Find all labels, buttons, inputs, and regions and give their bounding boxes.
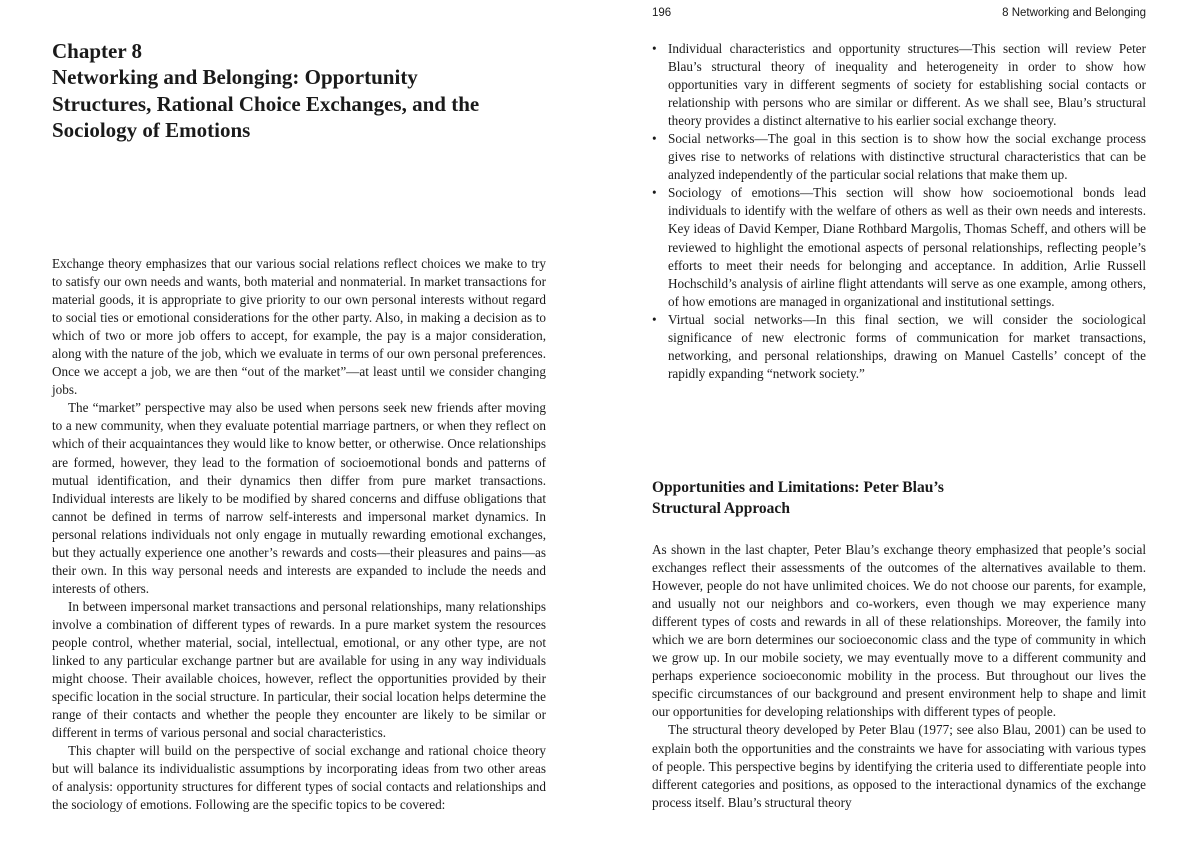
bullet-icon: • (652, 185, 657, 201)
body-paragraph: The “market” perspective may also be used when persons seek new friends after moving to a new community, when they evaluate potential marriage partners, or when they reflect on which of their acquaintances they would like to know better, or otherwise. Once relationships are formed, however, they lead to the formation of socioemotional bonds and patterns of mutual identification, and their dynamics then differ from pure market transactions. Individual interests are likely to be modified by shared concerns and diffuse obligations that cannot be defined in terms of narrow self-interests and impersonal market dynamics. In personal relations individuals not only engage in mutually rewarding emotional exchanges, but they actually experience one another’s rewards and costs—their pleasures and pains—as their own. In this way personal needs and interests are expanded to include the needs and interests of others. (52, 400, 546, 596)
topic-list (652, 40, 1146, 383)
section-heading-line: Opportunities and Limitations: Peter Blau’s (652, 479, 944, 496)
list-item-text: Social networks—The goal in this section is to show how the social exchange process gives rise to networks of relations with distinctive structural characteristics that can be analyzed independently of the particular social relations that make them up. (668, 131, 1146, 183)
section-heading (652, 477, 1146, 519)
bullet-icon: • (652, 311, 657, 327)
body-paragraph: This chapter will build on the perspective of social exchange and rational choice theory but will balance its individualistic assumptions by incorporating ideas from two other areas of analysis: opportunity structures for different types of social contacts and relationships and the sociology of emotions. Following are the specific topics to be covered: (52, 743, 546, 813)
section-heading-line: Structural Approach (652, 500, 790, 517)
running-title: 8 Networking and Belonging (1002, 7, 1146, 19)
body-paragraph: The structural theory developed by Peter Blau (1977; see also Blau, 2001) can be used to explain both the opportunities and the constraints we have for associating with various types of people. This perspective begins by identifying the criteria used to differentiate people into different categories and positions, as opposed to the interactional dynamics of the exchange process itself. Blau’s structural theory (652, 722, 1146, 810)
bullet-icon: • (652, 131, 657, 147)
right-body-text (652, 541, 1146, 812)
list-item (652, 130, 1146, 184)
list-item (652, 311, 1146, 383)
list-item (652, 184, 1146, 310)
chapter-label: Chapter 8 (52, 39, 143, 63)
body-paragraph: As shown in the last chapter, Peter Blau’s exchange theory emphasized that people’s social exchanges reflect their assessments of the outcomes of the alternatives available to them. However, people do not have unlimited choices. We do not choose our parents, for example, and usually not our neighbors and co-workers, even though we may experience many different types of costs and rewards in all of these relationships. Moreover, the family into which we are born determines our socioeconomic class and the type of community in which we grow up. In our mobile society, we may eventually move to a different community and perhaps experience socioeconomic mobility in the process. But throughout our lives the specific circumstances of our background and present environment help to shape and limit our opportunities for developing relationships with different types of people. (652, 542, 1146, 720)
list-item-text: Sociology of emotions—This section will show how socioemotional bonds lead individuals to identify with the welfare of others as well as their own needs and interests. Key ideas of David Kemper, Diane Rothbard Margolis, Thomas Scheff, and others will be reviewed to highlight the emotional aspects of personal relationships, reflecting people’s efforts to meet their needs for belonging and acceptance. In addition, Arlie Russell Hochschild’s analysis of airline flight attendants will serve as one example, among others, of how emotions are managed in organizational and institutional settings. (668, 185, 1146, 309)
chapter-title: Networking and Belonging: Opportunity Structures, Rational Choice Exchanges, and the Sociology of Emotions (52, 65, 480, 142)
list-item (652, 40, 1146, 130)
left-body-text (52, 255, 546, 814)
body-paragraph: In between impersonal market transactions and personal relationships, many relationships involve a combination of different types of rewards. In a pure market system the resources people control, whether material, social, intellectual, emotional, or any other type, are not linked to any particular exchange partner but are available for using in any way individuals might choose. Their available choices, however, reflect the opportunities provided by their specific location in the social structure. In particular, their social location helps determine the range of their contacts and whether the people they encounter are likely to be similar or different in terms of various personal and social characteristics. (52, 598, 546, 741)
list-item-text: Individual characteristics and opportunity structures—This section will review Peter Blau’s structural theory of inequality and heterogeneity in order to show how opportunities vary in different segments of society for establishing social contacts or relationship with persons who are similar or different. As we shall see, Blau’s structural theory provides a distinct alternative to his earlier social exchange theory. (668, 41, 1146, 129)
right-page (600, 0, 1200, 849)
bullet-icon: • (652, 41, 657, 56)
body-paragraph: Exchange theory emphasizes that our various social relations reflect choices we make to try to satisfy our own needs and wants, both material and nonmaterial. In market transactions for material goods, it is appropriate to give priority to our own personal interests without regard to social ties or emotional considerations for the other party. Also, in making a decision as to which of two or more job offers to accept, for example, the pay is a major consideration, along with the nature of the job, which we evaluate in terms of our own personal preferences. Once we accept a job, we are then “out of the market”—at least until we consider changing jobs. (52, 256, 546, 398)
list-item-text: Virtual social networks—In this final section, we will consider the sociological significance of new electronic forms of communication for market transactions, networking, and personal relationships, drawing on Manuel Castells’ concept of the rapidly expanding “network society.” (668, 311, 1146, 381)
page-number: 196 (652, 7, 672, 19)
